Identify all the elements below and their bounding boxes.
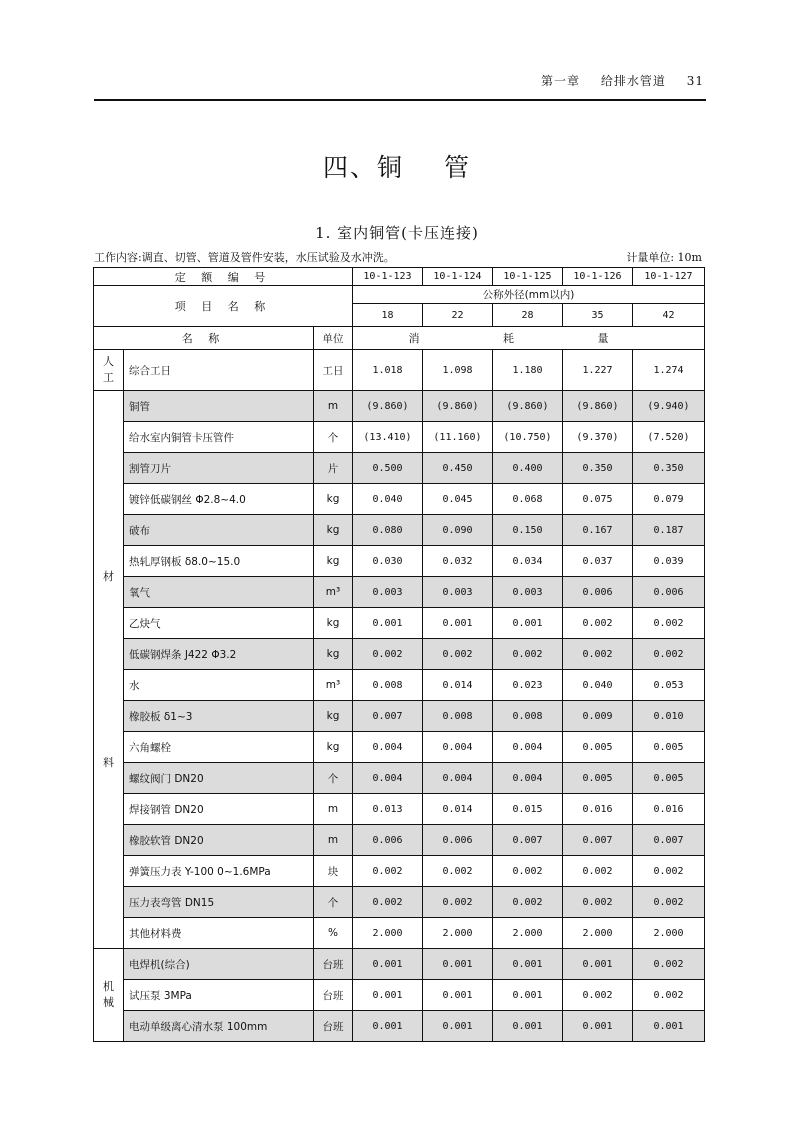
item-unit: kg (314, 608, 353, 639)
consumption-value: 0.001 (633, 1011, 705, 1042)
table-row (94, 918, 705, 949)
consumption-value: 0.016 (563, 794, 633, 825)
consumption-value: (9.860) (563, 391, 633, 422)
work-line (94, 249, 704, 265)
consumption-value: 0.005 (563, 732, 633, 763)
consumption-value: 0.002 (633, 608, 705, 639)
table-row (94, 856, 705, 887)
consumption-value: 0.001 (423, 980, 493, 1011)
consumption-value: 0.004 (493, 732, 563, 763)
diameter-label: 公称外径(mm以内) (353, 286, 705, 304)
consumption-value: (9.860) (423, 391, 493, 422)
consumption-value: 1.018 (353, 350, 423, 391)
consumption-value: 0.034 (493, 546, 563, 577)
table-row (94, 1011, 705, 1042)
consumption-value: 1.274 (633, 350, 705, 391)
table-row (94, 887, 705, 918)
table-row (94, 350, 705, 391)
consumption-value: 0.002 (633, 949, 705, 980)
consumption-value: 0.001 (423, 1011, 493, 1042)
consumption-value: 0.150 (493, 515, 563, 546)
consumption-value: 0.015 (493, 794, 563, 825)
consumption-value: 2.000 (633, 918, 705, 949)
work-content: 工作内容:调直、切管、管道及管件安装，水压试验及水冲洗。 (94, 251, 395, 264)
consumption-value: 0.001 (353, 1011, 423, 1042)
consumption-value: 0.002 (493, 887, 563, 918)
item-name: 水 (124, 670, 314, 701)
consumption-value: 0.002 (563, 887, 633, 918)
item-unit: m (314, 391, 353, 422)
category-label: 工 (103, 371, 114, 384)
table-row (94, 391, 705, 422)
consumption-value: 0.006 (353, 825, 423, 856)
item-name: 镀锌低碳钢丝 Φ2.8~4.0 (124, 484, 314, 515)
item-name: 电焊机(综合) (124, 949, 314, 980)
item-name: 热轧厚钢板 δ8.0~15.0 (124, 546, 314, 577)
item-name: 氧气 (124, 577, 314, 608)
consumption-value: 0.002 (633, 887, 705, 918)
consumption-header: 消 耗 量 (353, 327, 705, 350)
item-unit: m³ (314, 577, 353, 608)
measure-unit: 计量单位: 10m (626, 251, 702, 264)
consumption-value: 0.004 (353, 732, 423, 763)
table-row (94, 763, 705, 794)
table-row (94, 546, 705, 577)
item-unit: 工日 (314, 350, 353, 391)
item-label: 项 目 名 称 (94, 286, 353, 327)
diameter-value: 28 (493, 304, 563, 327)
item-unit: m (314, 794, 353, 825)
item-name: 压力表弯管 DN15 (124, 887, 314, 918)
consumption-value: 0.005 (633, 763, 705, 794)
consumption-value: 0.039 (633, 546, 705, 577)
quota-table (93, 267, 705, 1042)
consumption-value: 0.008 (353, 670, 423, 701)
consumption-value: 0.001 (353, 949, 423, 980)
consumption-value: (13.410) (353, 422, 423, 453)
consumption-value: 0.005 (633, 732, 705, 763)
item-unit: m (314, 825, 353, 856)
consumption-value: 0.037 (563, 546, 633, 577)
table-row (94, 670, 705, 701)
consumption-value: 0.003 (423, 577, 493, 608)
section-title (0, 148, 794, 184)
materials-section (94, 391, 705, 949)
table-row (94, 422, 705, 453)
item-unit: kg (314, 701, 353, 732)
diameter-label-row (94, 286, 705, 304)
consumption-value: 0.080 (353, 515, 423, 546)
consumption-value: 0.002 (563, 639, 633, 670)
machinery-category-cell (94, 949, 124, 1042)
item-name: 铜管 (124, 391, 314, 422)
section-title-part1: 四、铜 (322, 153, 404, 182)
quota-code: 10-1-123 (353, 268, 423, 286)
chapter-title: 给排水管道 (600, 74, 666, 88)
section-title-part2: 管 (444, 153, 472, 182)
table-row (94, 825, 705, 856)
consumption-value: (10.750) (493, 422, 563, 453)
quota-label: 定 额 编 号 (94, 268, 353, 286)
consumption-value: 0.013 (353, 794, 423, 825)
item-unit: 台班 (314, 980, 353, 1011)
consumption-value: 0.002 (493, 639, 563, 670)
item-unit: kg (314, 639, 353, 670)
consumption-value: 0.350 (563, 453, 633, 484)
consumption-value: 0.075 (563, 484, 633, 515)
item-name: 橡胶板 δ1~3 (124, 701, 314, 732)
consumption-value: 0.001 (493, 608, 563, 639)
consumption-value: 0.004 (353, 763, 423, 794)
consumption-value: 0.007 (353, 701, 423, 732)
item-name: 六角螺栓 (124, 732, 314, 763)
sub-title: 1. 室内铜管(卡压连接) (315, 224, 479, 242)
materials-category-cell (94, 391, 124, 949)
table-row (94, 980, 705, 1011)
consumption-value: 0.400 (493, 453, 563, 484)
consumption-value: 0.023 (493, 670, 563, 701)
consumption-value: 0.002 (423, 887, 493, 918)
quota-code: 10-1-124 (423, 268, 493, 286)
consumption-value: 0.500 (353, 453, 423, 484)
category-label: 材 (103, 569, 114, 583)
consumption-value: 0.002 (423, 639, 493, 670)
consumption-value: 0.350 (633, 453, 705, 484)
item-unit: kg (314, 484, 353, 515)
consumption-value: 0.187 (633, 515, 705, 546)
item-name: 电动单级离心清水泵 100mm (124, 1011, 314, 1042)
consumption-value: 0.007 (633, 825, 705, 856)
name-column-header: 名 称 (94, 327, 314, 350)
unit-column-header: 单位 (314, 327, 353, 350)
table-row (94, 732, 705, 763)
header-rule (94, 99, 706, 101)
consumption-value: (9.940) (633, 391, 705, 422)
diameter-value: 22 (423, 304, 493, 327)
consumption-value: 0.006 (423, 825, 493, 856)
consumption-value: 0.001 (423, 608, 493, 639)
consumption-value: 1.180 (493, 350, 563, 391)
consumption-value: 0.167 (563, 515, 633, 546)
table-row (94, 577, 705, 608)
item-name: 综合工日 (124, 350, 314, 391)
item-name: 橡胶软管 DN20 (124, 825, 314, 856)
consumption-value: (11.160) (423, 422, 493, 453)
labor-category-cell (94, 350, 124, 391)
consumption-value: 0.040 (353, 484, 423, 515)
table-row (94, 608, 705, 639)
category-label: 机 (103, 980, 114, 993)
consumption-value: 0.010 (633, 701, 705, 732)
consumption-value: 0.045 (423, 484, 493, 515)
page-number: 31 (686, 74, 704, 88)
consumption-value: 0.001 (563, 1011, 633, 1042)
consumption-value: 0.002 (563, 608, 633, 639)
table-row (94, 794, 705, 825)
consumption-value: 0.016 (633, 794, 705, 825)
chapter-number: 第一章 (541, 74, 581, 88)
item-name: 低碳钢焊条 J422 Φ3.2 (124, 639, 314, 670)
item-name: 弹簧压力表 Y-100 0~1.6MPa (124, 856, 314, 887)
consumption-value: 0.002 (353, 856, 423, 887)
item-unit: kg (314, 546, 353, 577)
consumption-value: 0.002 (423, 856, 493, 887)
consumption-value: 2.000 (493, 918, 563, 949)
item-name: 破布 (124, 515, 314, 546)
consumption-value: 0.002 (353, 887, 423, 918)
item-unit: 台班 (314, 1011, 353, 1042)
diameter-value: 42 (633, 304, 705, 327)
consumption-value: 0.040 (563, 670, 633, 701)
table-row (94, 949, 705, 980)
item-unit: 个 (314, 887, 353, 918)
consumption-value: 0.002 (633, 980, 705, 1011)
item-name: 螺纹阀门 DN20 (124, 763, 314, 794)
machinery-section (94, 949, 705, 1042)
consumption-value: 0.004 (493, 763, 563, 794)
consumption-value: 0.001 (493, 1011, 563, 1042)
consumption-value: 0.053 (633, 670, 705, 701)
consumption-value: 0.068 (493, 484, 563, 515)
item-name: 给水室内铜管卡压管件 (124, 422, 314, 453)
consumption-value: 0.008 (493, 701, 563, 732)
quota-code: 10-1-126 (563, 268, 633, 286)
diameter-value: 18 (353, 304, 423, 327)
table-row (94, 515, 705, 546)
consumption-value: 0.002 (633, 856, 705, 887)
consumption-value: 0.003 (353, 577, 423, 608)
category-label: 料 (103, 755, 114, 769)
item-unit: kg (314, 515, 353, 546)
consumption-value: 0.006 (563, 577, 633, 608)
quota-code: 10-1-127 (633, 268, 705, 286)
consumption-value: 0.008 (423, 701, 493, 732)
item-unit: 个 (314, 422, 353, 453)
consumption-value: 0.002 (353, 639, 423, 670)
table-row (94, 639, 705, 670)
consumption-value: 0.004 (423, 732, 493, 763)
consumption-value: (7.520) (633, 422, 705, 453)
consumption-value: 0.079 (633, 484, 705, 515)
consumption-value: 0.002 (563, 856, 633, 887)
item-unit: 块 (314, 856, 353, 887)
quota-code-row (94, 268, 705, 286)
consumption-value: 0.005 (563, 763, 633, 794)
table-row (94, 701, 705, 732)
consumption-value: 0.002 (563, 980, 633, 1011)
consumption-value: 0.002 (633, 639, 705, 670)
consumption-value: 0.002 (493, 856, 563, 887)
consumption-value: 0.001 (423, 949, 493, 980)
column-header-row (94, 327, 705, 350)
consumption-value: 0.001 (563, 949, 633, 980)
consumption-value: 0.014 (423, 670, 493, 701)
running-head (94, 72, 704, 94)
table-row (94, 484, 705, 515)
item-name: 乙炔气 (124, 608, 314, 639)
consumption-value: 0.003 (493, 577, 563, 608)
category-label: 人 (103, 355, 114, 368)
consumption-value: 0.001 (353, 608, 423, 639)
item-unit: % (314, 918, 353, 949)
consumption-value: 0.450 (423, 453, 493, 484)
consumption-value: (9.860) (493, 391, 563, 422)
consumption-value: 0.001 (353, 980, 423, 1011)
consumption-value: 0.001 (493, 949, 563, 980)
consumption-value: 2.000 (353, 918, 423, 949)
consumption-value: 0.030 (353, 546, 423, 577)
item-unit: m³ (314, 670, 353, 701)
consumption-value: 0.007 (493, 825, 563, 856)
category-label: 械 (103, 996, 114, 1009)
table-row (94, 453, 705, 484)
consumption-value: 0.004 (423, 763, 493, 794)
item-unit: 片 (314, 453, 353, 484)
consumption-value: 0.001 (493, 980, 563, 1011)
consumption-value: 1.227 (563, 350, 633, 391)
consumption-value: 1.098 (423, 350, 493, 391)
item-name: 割管刀片 (124, 453, 314, 484)
consumption-value: 2.000 (423, 918, 493, 949)
diameter-value: 35 (563, 304, 633, 327)
item-name: 试压泵 3MPa (124, 980, 314, 1011)
consumption-value: 0.009 (563, 701, 633, 732)
consumption-value: 2.000 (563, 918, 633, 949)
item-unit: 个 (314, 763, 353, 794)
item-unit: 台班 (314, 949, 353, 980)
consumption-value: 0.006 (633, 577, 705, 608)
item-name: 焊接钢管 DN20 (124, 794, 314, 825)
quota-code: 10-1-125 (493, 268, 563, 286)
labor-section (94, 350, 705, 391)
consumption-value: 0.007 (563, 825, 633, 856)
consumption-value: 0.014 (423, 794, 493, 825)
consumption-value: (9.860) (353, 391, 423, 422)
consumption-value: 0.032 (423, 546, 493, 577)
consumption-value: (9.370) (563, 422, 633, 453)
item-name: 其他材料费 (124, 918, 314, 949)
item-unit: kg (314, 732, 353, 763)
consumption-value: 0.090 (423, 515, 493, 546)
